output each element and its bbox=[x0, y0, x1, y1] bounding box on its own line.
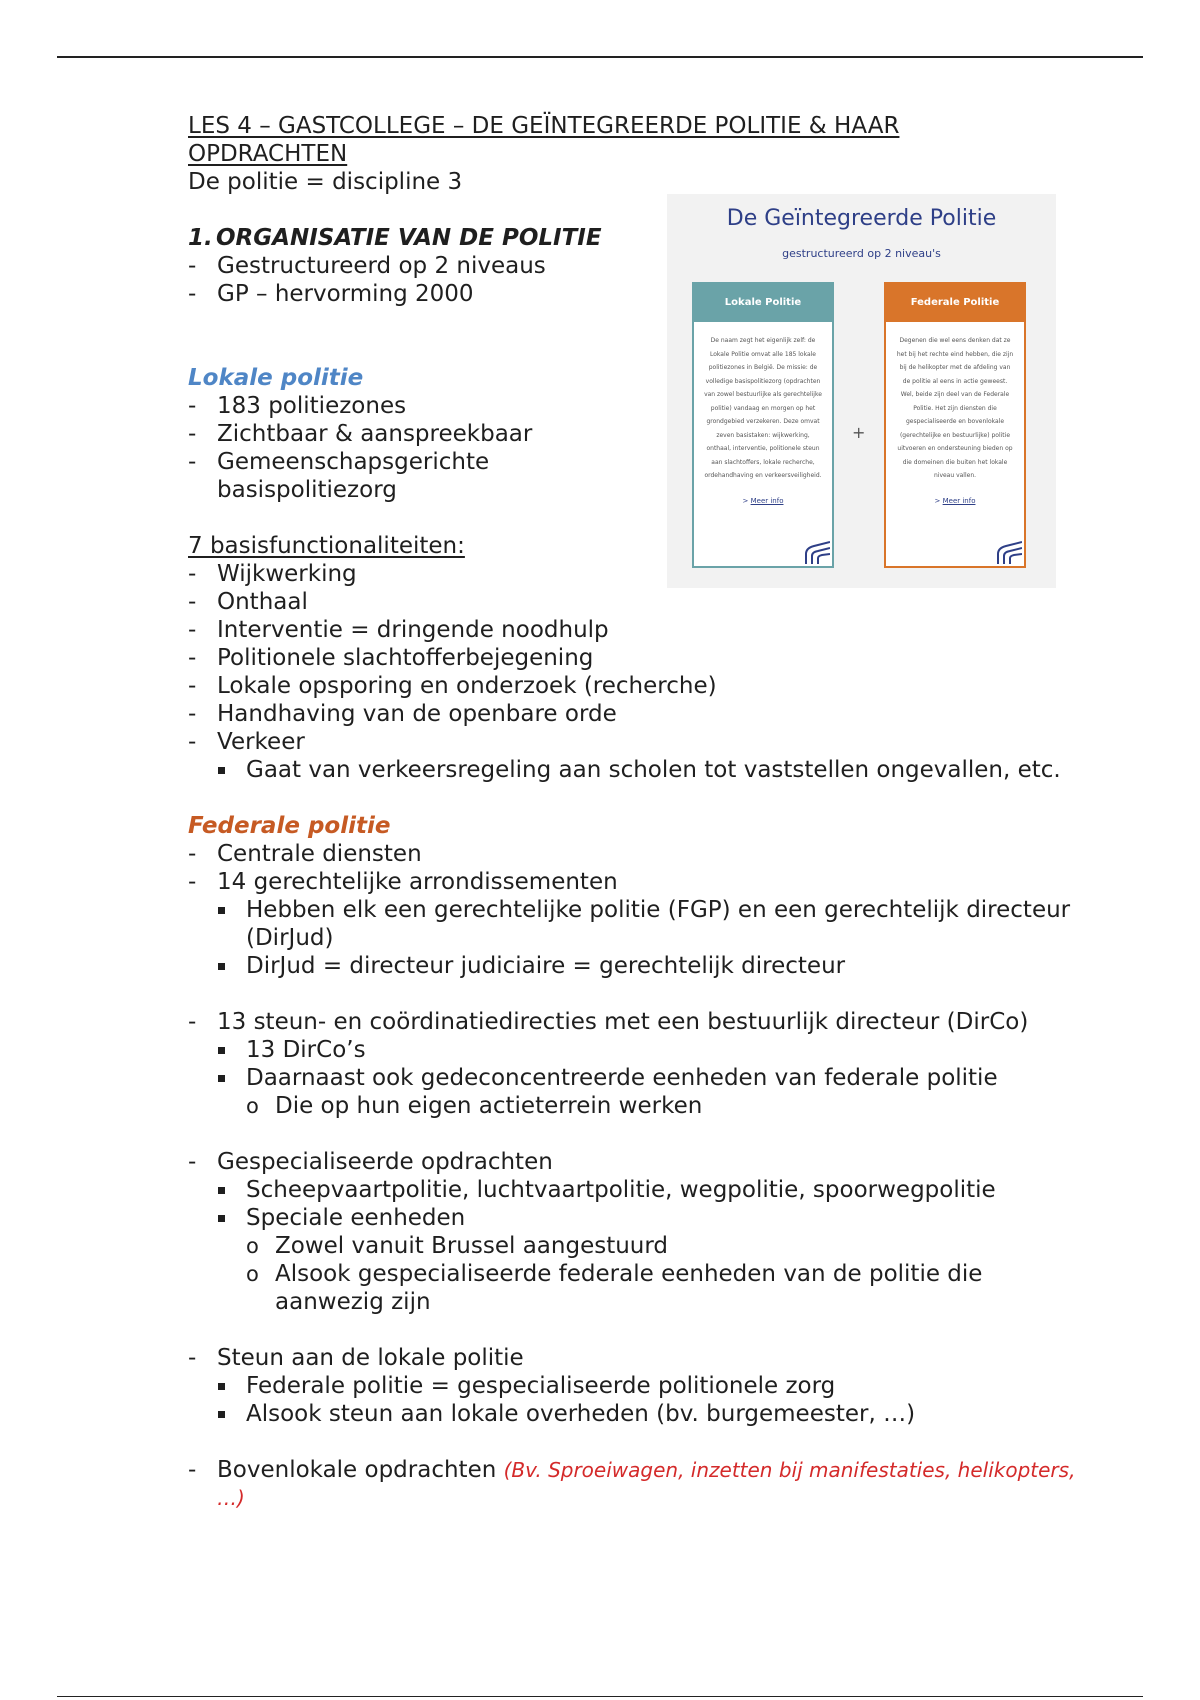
sub-sub-list-item-text: o Alsook gespecialiseerde federale eenheden van de politie die aanwezig zijn bbox=[275, 1261, 983, 1315]
more-info-link[interactable]: > Meer info bbox=[934, 496, 976, 505]
sub-sub-list-item bbox=[188, 1260, 1088, 1316]
sub-sub-list-item-text: o Zowel vanuit Brussel aangestuurd bbox=[275, 1233, 669, 1259]
sub-list-item bbox=[188, 1372, 1088, 1400]
list-item: - Interventie = dringende noodhulp bbox=[188, 616, 1088, 644]
list-item: - Gemeenschapsgerichte basispolitiezorg bbox=[188, 448, 618, 504]
section-number: 1. bbox=[188, 225, 213, 251]
corner-emblem-icon bbox=[994, 540, 1022, 564]
federale-list-5 bbox=[188, 1456, 1088, 1512]
list-item: - Handhaving van de openbare orde bbox=[188, 700, 1088, 728]
sub-list-item bbox=[188, 1176, 1088, 1204]
title-line-2: OPDRACHTEN bbox=[188, 141, 348, 167]
lokale-politie-card bbox=[692, 282, 834, 568]
more-info-label[interactable]: Meer info bbox=[942, 496, 976, 505]
list-item-text: Steun aan de lokale politie bbox=[217, 1345, 524, 1371]
list-item-text: 14 gerechtelijke arrondissementen bbox=[217, 869, 618, 895]
list-item: - 183 politiezones bbox=[188, 392, 618, 420]
lokale-heading: Lokale politie bbox=[188, 365, 364, 391]
sub-list-item bbox=[188, 896, 1088, 952]
list-item: - Wijkwerking bbox=[188, 560, 1088, 588]
sub-list bbox=[188, 1176, 1088, 1316]
list-item bbox=[188, 868, 1088, 980]
sub-list-item-text: 13 DirCo’s bbox=[246, 1037, 366, 1063]
sub-list-item bbox=[188, 1064, 1088, 1120]
sub-sub-list-item bbox=[188, 1092, 1088, 1120]
sub-list-item-text: Hebben elk een gerechtelijke politie (FGP) en een gerechtelijk directeur (DirJud) bbox=[246, 897, 1071, 951]
list-item-text: Verkeer bbox=[217, 729, 305, 755]
figure-subtitle: gestructureerd op 2 niveau's bbox=[782, 247, 941, 260]
basis-heading: 7 basisfunctionaliteiten: bbox=[188, 533, 465, 559]
sub-list-item-text: Daarnaast ook gedeconcentreerde eenheden van federale politie bbox=[246, 1065, 998, 1091]
page-title bbox=[188, 112, 1088, 168]
sub-list bbox=[188, 1036, 1088, 1120]
annotation-note: (Bv. Sproeiwagen, inzetten bij manifestaties, helikopters, …) bbox=[217, 1458, 1076, 1510]
section-title: ORGANISATIE VAN DE POLITIE bbox=[216, 225, 602, 251]
figure-title: De Geïntegreerde Politie bbox=[726, 206, 997, 231]
basis-list bbox=[188, 560, 1088, 784]
list-item: - Politionele slachtofferbejegening bbox=[188, 644, 1088, 672]
sub-list-item bbox=[188, 756, 1088, 784]
subtitle: De politie = discipline 3 bbox=[188, 169, 463, 195]
list-item-text: Bovenlokale opdrachten bbox=[217, 1457, 497, 1483]
list-item: - GP – hervorming 2000 bbox=[188, 280, 1088, 308]
list-item: - Centrale diensten bbox=[188, 840, 1088, 868]
list-item-text: 13 steun- en coördinatiedirecties met een bestuurlijk directeur (DirCo) bbox=[217, 1009, 1029, 1035]
sub-list-item bbox=[188, 952, 1088, 980]
sub-sub-list-item bbox=[188, 1232, 1088, 1260]
federale-heading: Federale politie bbox=[188, 813, 391, 839]
more-info-link[interactable]: > Meer info bbox=[742, 496, 784, 505]
list-item bbox=[188, 1148, 1088, 1316]
federale-list-2 bbox=[188, 1008, 1088, 1120]
sub-list-item-text: DirJud = directeur judiciaire = gerechtelijk directeur bbox=[246, 953, 846, 979]
sub-list bbox=[188, 896, 1088, 980]
plus-sign: + bbox=[852, 423, 866, 442]
list-item: - Zichtbaar & aanspreekbaar bbox=[188, 420, 618, 448]
bottom-rule bbox=[57, 1696, 1143, 1697]
geintegreerde-politie-figure bbox=[667, 194, 1056, 588]
sub-list-item-text: Alsook steun aan lokale overheden (bv. burgemeester, …) bbox=[246, 1401, 916, 1427]
sub-list-item-text: Gaat van verkeersregeling aan scholen tot vaststellen ongevallen, etc. bbox=[246, 757, 1061, 783]
card-body: De naam zegt het eigenlijk zelf: de Lokale Politie omvat alle 185 lokale politiezones in België. De missie: de volledige basispolitiezorg (opdrachten van zowel bestuurlijke als gerechtelijke politie) vandaag en morgen op het grondgebied verzekeren. Deze omvat zeven basistaken: wijkwerking, onthaal, interventie, politionele steun aan slachtoffers, lokale recherche, ordehandhaving en verkeersveiligheid. bbox=[704, 337, 822, 479]
sub-sub-list-item-text: o Die op hun eigen actieterrein werken bbox=[275, 1093, 703, 1119]
list-item: - Gestructureerd op 2 niveaus bbox=[188, 252, 1088, 280]
sub-sub-list bbox=[188, 1232, 1088, 1316]
sub-list-item-text: Scheepvaartpolitie, luchtvaartpolitie, wegpolitie, spoorwegpolitie bbox=[246, 1177, 996, 1203]
sub-list bbox=[188, 756, 1088, 784]
list-item bbox=[188, 728, 1088, 784]
sub-sub-list bbox=[188, 1092, 1088, 1120]
card-header: Federale Politie bbox=[886, 284, 1024, 322]
federale-list-4 bbox=[188, 1344, 1088, 1428]
top-rule bbox=[57, 56, 1143, 58]
sub-list-item-text: Speciale eenheden bbox=[246, 1205, 466, 1231]
card-header: Lokale Politie bbox=[694, 284, 832, 322]
list-item bbox=[188, 1456, 1088, 1512]
lokale-list bbox=[188, 392, 618, 504]
title-line-1: LES 4 – GASTCOLLEGE – DE GEÏNTEGREERDE POLITIE & HAAR bbox=[188, 113, 900, 139]
list-item: - Lokale opsporing en onderzoek (recherche) bbox=[188, 672, 1088, 700]
sub-list-item bbox=[188, 1036, 1088, 1064]
federale-list-3 bbox=[188, 1148, 1088, 1316]
card-body: Degenen die wel eens denken dat ze het bij het rechte eind hebben, die zijn bij de helikopter met de afdeling van de politie al eens in actie geweest. Wel, beide zijn deel van de Federale Politie. Het zijn diensten die gespecialiseerde en bovenlokale (gerechtelijke en bestuurlijke) politie uitvoeren en ondersteuning bieden op die domeinen die buiten het lokale niveau vallen. bbox=[896, 337, 1014, 479]
list-item: - Onthaal bbox=[188, 588, 1088, 616]
sub-list-item bbox=[188, 1400, 1088, 1428]
more-info-label[interactable]: Meer info bbox=[750, 496, 784, 505]
list-item bbox=[188, 1008, 1088, 1120]
sub-list-item-text: Federale politie = gespecialiseerde politionele zorg bbox=[246, 1373, 836, 1399]
corner-emblem-icon bbox=[802, 540, 830, 564]
federale-politie-card bbox=[884, 282, 1026, 568]
federale-list bbox=[188, 840, 1088, 980]
list-item bbox=[188, 1344, 1088, 1428]
sub-list-item bbox=[188, 1204, 1088, 1316]
list-item-text: Gespecialiseerde opdrachten bbox=[217, 1149, 553, 1175]
sub-list bbox=[188, 1372, 1088, 1428]
